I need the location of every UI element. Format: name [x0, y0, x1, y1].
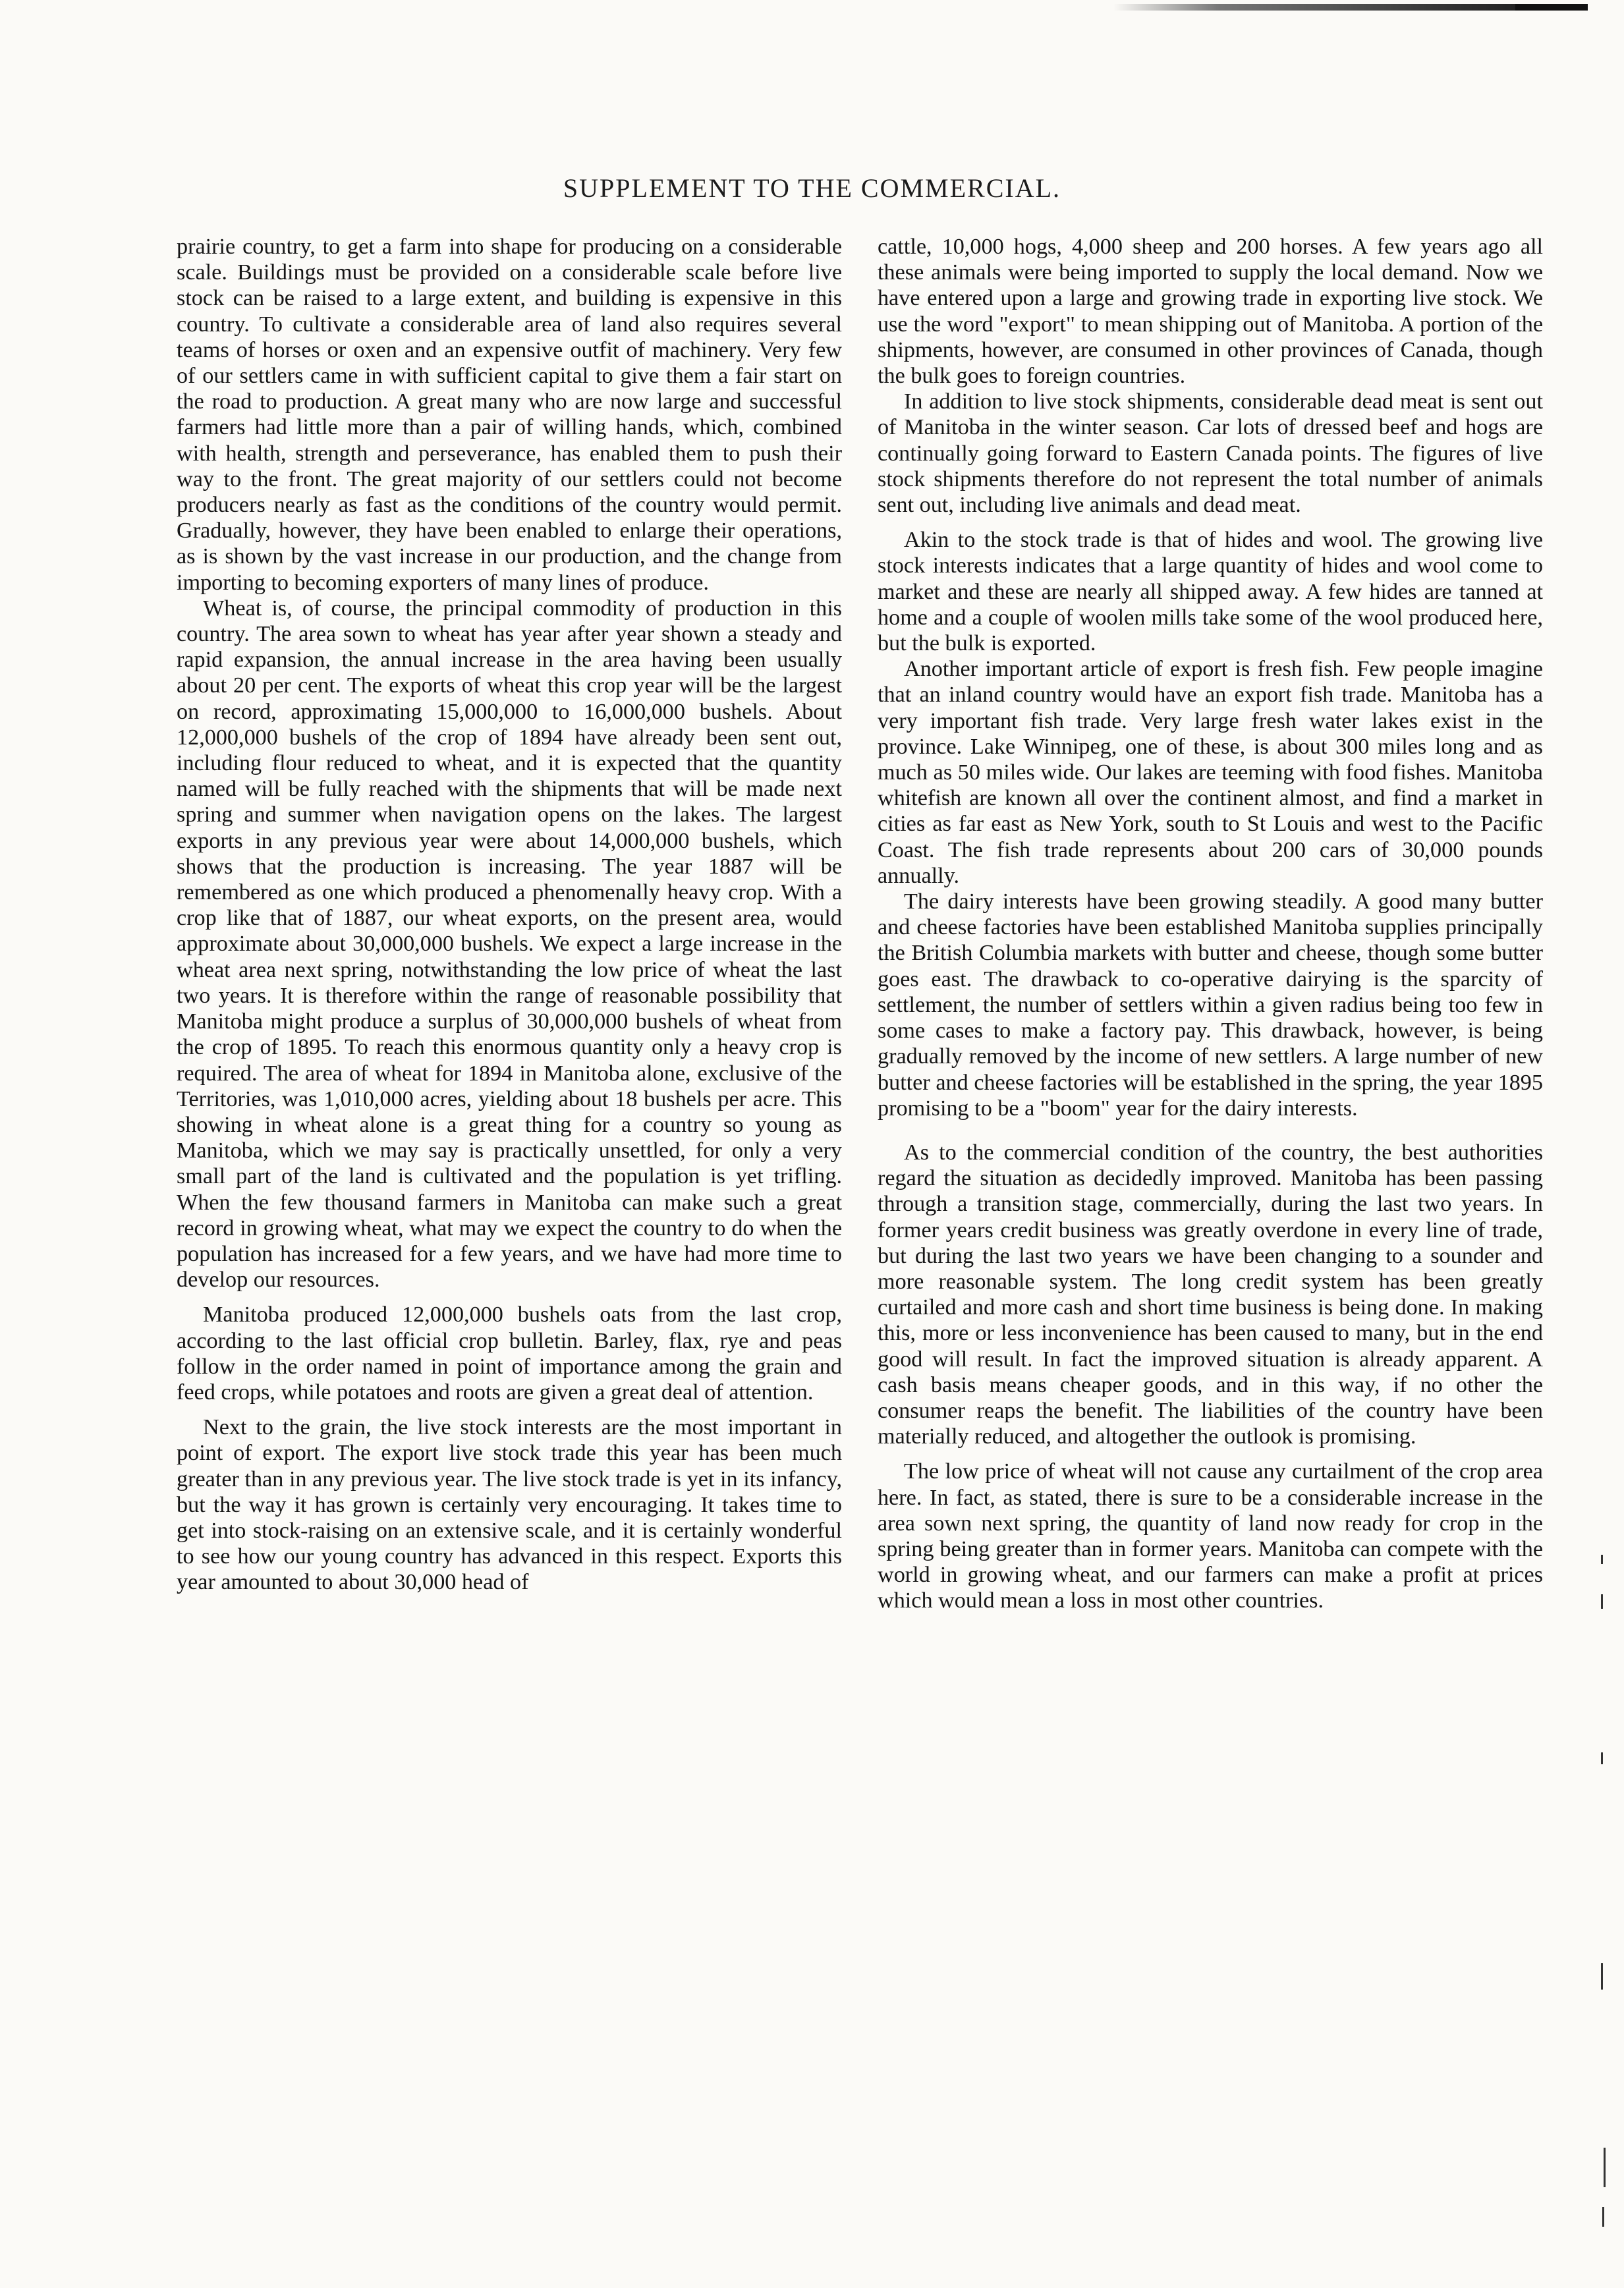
left-column [177, 234, 842, 1596]
paragraph: Wheat is, of course, the principal commodity of production in this country. The area sown to wheat has year after year shown a steady and rapid expansion, the annual increase in the area having been usually about 20 per cent. The exports of wheat this crop year will be the largest on record, approximating 15,000,000 to 16,000,000 bushels. About 12,000,000 bushels of the crop of 1894 have already been sent out, including flour reduced to wheat, and it is expected that the quantity named will be fully reached with the shipments that will be made next spring and summer when navigation opens on the lakes. The largest exports in any previous year were about 14,000,000 bushels, which shows that the production is increasing. The year 1887 will be remembered as one which produced a phenomenally heavy crop. With a crop like that of 1887, our wheat exports, on the present area, would approximate about 30,000,000 bushels. We expect a large increase in the wheat area next spring, notwithstanding the low price of wheat the last two years. It is therefore within the range of reasonable possibility that Manitoba might produce a surplus of 30,000,000 bushels of wheat from the crop of 1895. To reach this enormous quantity only a heavy crop is required. The area of wheat for 1894 in Manitoba alone, exclusive of the Territories, was 1,010,000 acres, yielding about 18 bushels per acre. This showing in wheat alone is a great thing for a country so young as Manitoba, which we may say is practically unsettled, for only a very small part of the land is cultivated and the population is yet trifling. When the few thousand farmers in Manitoba can make such a great record in growing wheat, what may we expect the country to do when the population has increased for a few years, and we have had more time to develop our resources. [177, 596, 842, 1293]
page-edge-marks [1594, 1555, 1614, 2240]
paragraph: prairie country, to get a farm into shape for producing on a considerable scale. Buildings must be provided on a considerable scale before live stock can be raised to a large extent, and building is expensive in this country. To cultivate a considerable area of land also requires several teams of horses or oxen and an expensive outfit of machinery. Very few of our settlers came in with sufficient capital to give them a fair start on the road to production. A great many who are now large and successful farmers had little more than a pair of willing hands, which, combined with health, strength and perseverance, has enabled them to push their way to the front. The great majority of our settlers could not become producers nearly as fast as the conditions of the country would permit. Gradually, however, they have been enabled to enlarge their operations, as is shown by the vast increase in our production, and the change from importing to becoming exporters of many lines of produce. [177, 235, 842, 595]
paragraph: In addition to live stock shipments, considerable dead meat is sent out of Manitoba in the winter season. Car lots of dressed beef and hogs are continually going forward to Eastern Canada points. The figures of live stock shipments therefore do not represent the total number of animals sent out, including live animals and dead meat. [878, 389, 1543, 518]
paragraph: As to the commercial condition of the country, the best authorities regard the situation as decidedly improved. Manitoba has been passing through a transition stage, commercially, during the last two years. In former years credit business was greatly overdone in every line of trade, but during the last two years we have been changing to a sounder and more reasonable system. The long credit system has been greatly curtailed and more cash and short time business is being done. In making this, more or less inconvenience has been caused to many, but in the end good will result. In fact the improved situation is already apparent. A cash basis means cheaper goods, and in this way, if no other the consumer reaps the benefit. The liabilities of the country have been materially reduced, and altogether the outlook is promising. [878, 1140, 1543, 1449]
paragraph: Another important article of export is fresh fish. Few people imagine that an inland country would have an export fish trade. Manitoba has a very important fish trade. Very large fresh water lakes exist in the province. Lake Winnipeg, one of these, is about 300 miles long and as much as 50 miles wide. Our lakes are teeming with food fishes. Manitoba whitefish are known all over the continent almost, and find a market in cities as far east as New York, south to St Louis and west to the Pacific Coast. The fish trade represents about 200 cars of 30,000 pounds annually. [878, 657, 1543, 888]
paragraph: Manitoba produced 12,000,000 bushels oats from the last crop, according to the last official crop bulletin. Barley, flax, rye and peas follow in the order named in point of importance among the grain and feed crops, while potatoes and roots are given a great deal of attention. [177, 1302, 842, 1405]
paragraph: cattle, 10,000 hogs, 4,000 sheep and 200 horses. A few years ago all these animals were being imported to supply the local demand. Now we have entered upon a large and growing trade in exporting live stock. We use the word "export" to mean shipping out of Manitoba. A portion of the shipments, however, are consumed in other provinces of Canada, though the bulk goes to foreign countries. [878, 235, 1543, 389]
paragraph: Akin to the stock trade is that of hides and wool. The growing live stock interests indicates that a large quantity of hides and wool come to market and these are nearly all shipped away. A few hides are tanned at home and a couple of woolen mills take some of the wool produced here, but the bulk is exported. [878, 528, 1543, 656]
paragraph: Next to the grain, the live stock interests are the most important in point of export. The export live stock trade this year has been much greater than in any previous year. The live stock trade is yet in its infancy, but the way it has grown is certainly very encouraging. It takes time to get into stock-raising on an extensive scale, and it is certainly wonderful to see how our young country has advanced in this respect. Exports this year amounted to about 30,000 head of [177, 1415, 842, 1595]
paragraph: The dairy interests have been growing steadily. A good many butter and cheese factories have been established Manitoba supplies principally the British Columbia markets with butter and cheese, though some butter goes east. The drawback to co-operative dairying is the sparcity of settlement, the number of settlers within a given radius being too few in some cases to make a factory pay. This drawback, however, is being gradually removed by the income of new settlers. A large number of new butter and cheese factories will be established in the spring, the year 1895 promising to be a "boom" year for the dairy interests. [878, 889, 1543, 1121]
right-column [878, 234, 1543, 1614]
top-rule [1113, 4, 1588, 11]
paragraph: The low price of wheat will not cause any curtailment of the crop area here. In fact, as stated, there is sure to be a considerable increase in the area sown next spring, the quantity of land now ready for crop in the spring being greater than in former years. Manitoba can compete with the world in growing wheat, and our farmers can make a profit at prices which would mean a loss in most other countries. [878, 1459, 1543, 1613]
page-header: SUPPLEMENT TO THE COMMERCIAL. [563, 173, 1061, 203]
